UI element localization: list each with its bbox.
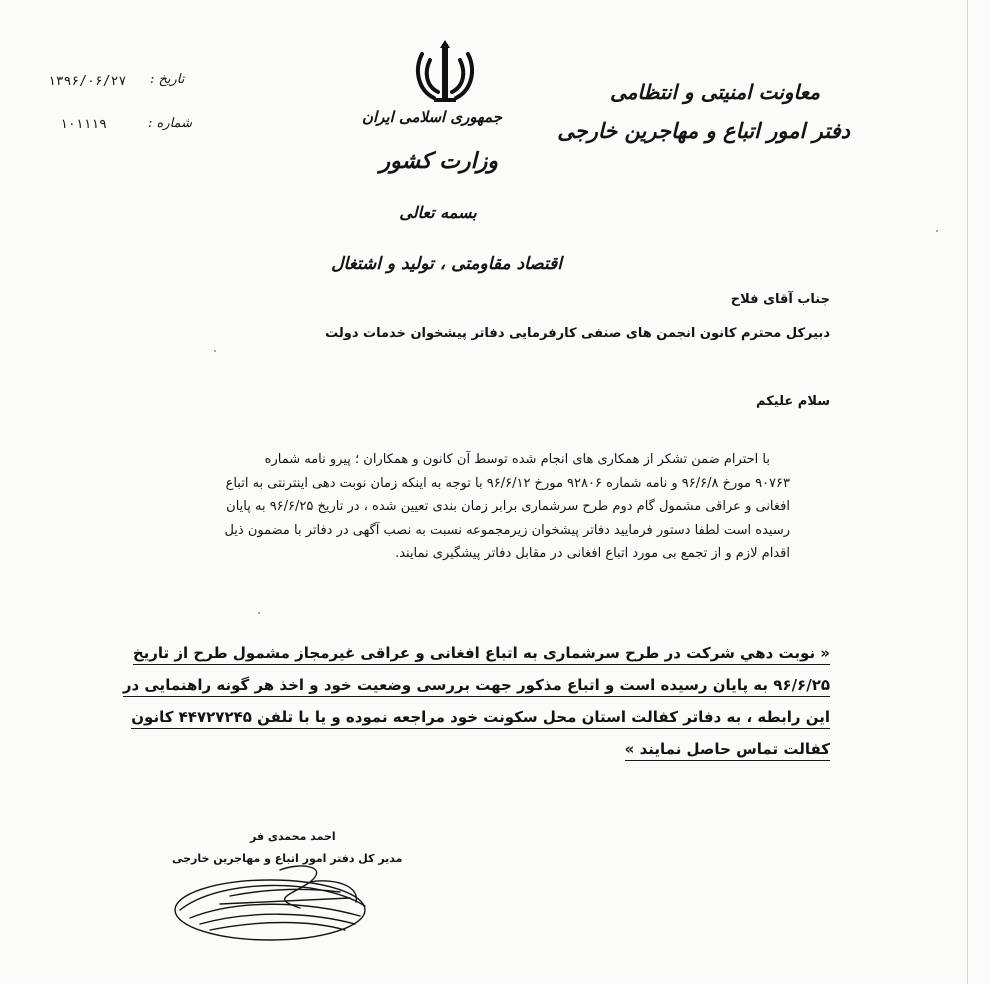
number-label: شماره : [148, 116, 192, 131]
body-paragraph [190, 448, 790, 566]
department-line-2: دفتر امور اتباع و مهاجرین خارجی [557, 118, 850, 143]
notice-line-text: ۹۶/۶/۲۵ به پایان رسیده است و اتباع مذکور جهت بررسی وضعیت خود و اخذ هر گونه راهنمایی در [123, 676, 830, 697]
date-label: تاریخ : [150, 72, 185, 87]
scan-edge [967, 0, 968, 984]
invocation-text: بسمه تعالی [399, 203, 477, 222]
scan-speck [258, 612, 260, 614]
ministry-text: وزارت کشور [379, 148, 498, 174]
signatory-title: مدیر کل دفتر امور اتباع و مهاجرین خارجی [172, 852, 403, 865]
notice-line-text: « نوبت دهي شركت در طرح سرشماری به اتباع افغانی و عراقی غیرمجاز مشمول طرح از تاریخ [133, 644, 830, 665]
body-line: افغانی و عراقی مشمول گام دوم طرح سرشماری برابر زمان بندی تعیین شده ، در تاریخ ۹۶/۶/۲۵ به پایان [226, 499, 790, 514]
notice-line-text: این رابطه ، به دفاتر کفالت استان محل سکونت خود مراجعه نموده و یا با تلفن ۴۴۷۲۷۲۴۵ کانون [131, 708, 830, 729]
republic-text: جمهوری اسلامی ایران [361, 108, 502, 126]
scan-speck [936, 230, 938, 232]
body-line: اقدام لازم و از تجمع بی مورد اتباع افغانی در مقابل دفاتر پیشگیری نمایند. [395, 546, 790, 561]
scan-speck [214, 350, 216, 352]
recipient-title: دبیرکل محترم کانون انجمن های صنفی کارفرمایی دفاتر پیشخوان خدمات دولت [325, 326, 830, 341]
recipient-name: جناب آقای فلاح [730, 292, 830, 307]
notice-line [131, 708, 830, 726]
date-value: ۱۳۹۶/۰۶/۲۷ [48, 74, 127, 89]
body-line: ۹۰۷۶۳ مورخ ۹۶/۶/۸ و نامه شماره ۹۲۸۰۶ مورخ ۹۶/۶/۱۲ با توجه به اینکه زمان نوبت دهی اینترنتی به اتباع [225, 475, 790, 491]
slogan-text: اقتصاد مقاومتی ، تولید و اشتغال [331, 254, 562, 274]
body-line: رسیده است لطفا دستور فرمایید دفاتر پیشخوان زیرمجموعه نسبت به نصب آگهی در دفاتر با مضمون ذیل [224, 522, 790, 538]
notice-line [133, 644, 830, 662]
notice-line-text: کفالت تماس حاصل نمایند » [625, 740, 830, 761]
notice-line [123, 676, 830, 694]
handwritten-signature-icon [160, 858, 390, 948]
signatory-name: احمد محمدی فر [250, 830, 336, 843]
number-value: ۱۰۱۱۱۹ [60, 117, 107, 132]
notice-line [625, 740, 830, 758]
greeting: سلام علیکم [756, 394, 830, 409]
body-line: با احترام ضمن تشکر از همکاری های انجام شده توسط آن کانون و همکاران ؛ پیرو نامه شماره [264, 452, 770, 467]
department-line-1: معاونت امنیتی و انتظامی [610, 80, 820, 104]
iran-emblem-icon [412, 40, 478, 106]
